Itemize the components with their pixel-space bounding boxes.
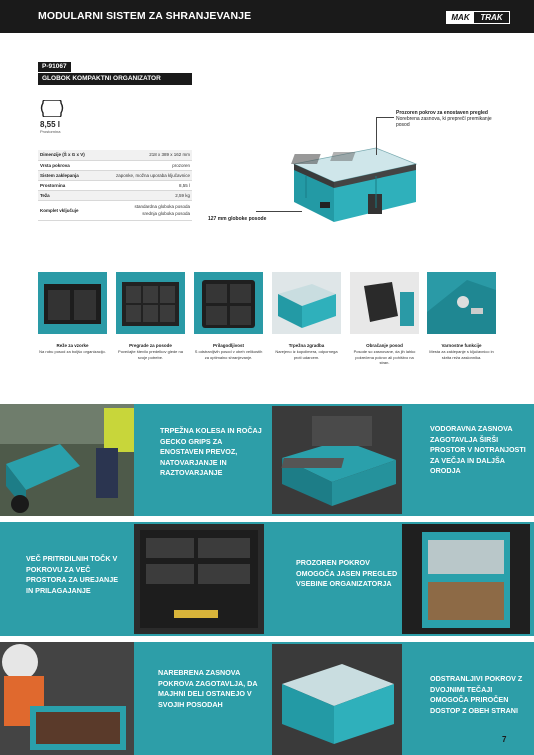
callout-line <box>376 117 394 155</box>
feature-desc: Povečajte število predelkov glede na svoje potrebe. <box>118 349 183 360</box>
logo-part-mak: MAK <box>447 12 474 23</box>
spec-row <box>38 160 192 170</box>
feature-image <box>350 272 419 334</box>
panel-clear-lid <box>268 522 534 636</box>
spec-key: Prostornina <box>38 180 100 190</box>
feature-title: Obračanje posod <box>366 343 403 348</box>
panel-attachments-text: VEČ PRITRDILNIH TOČK V POKROVU ZA VEČ PROSTORA ZA UREJANJE IN PRILAGAJANJE <box>26 554 118 595</box>
spec-row <box>38 170 192 180</box>
page-number: 7 <box>502 735 507 744</box>
feature-image <box>116 272 185 334</box>
panel-horizontal <box>268 404 534 516</box>
panel-wheels <box>134 404 268 516</box>
panel-horizontal-text: VODORAVNA ZASNOVA ZAGOTAVLJA ŠIRŠI PROSTOR V NOTRANJOSTI ZA VEČJA IN DALJŠA ORODJA <box>430 424 526 475</box>
stacked-organizers-image <box>402 524 530 634</box>
panel-ribbed-lid <box>134 642 268 755</box>
panel-dual-hinge-text: ODSTRANLJIVI POKROV Z DVOJNIMI TEČAJI OMOGOČA PRIROČEN DOSTOP Z OBEH STRANI <box>430 674 523 715</box>
open-organizer-tools-image <box>272 406 402 514</box>
feature-title: Varnostne funkcije <box>441 343 482 348</box>
page-header <box>0 0 534 33</box>
spec-value: 2,59 kg <box>100 190 192 200</box>
maktrak-logo <box>446 11 510 24</box>
spec-row <box>38 190 192 200</box>
spec-key: Teža <box>38 190 100 200</box>
feature-title: Reže za vzorke <box>56 343 89 348</box>
feature-image <box>38 272 107 334</box>
feature-item <box>350 272 419 366</box>
product-name: GLOBOK KOMPAKTNI ORGANIZATOR <box>38 73 192 85</box>
lid-attachment-points-image <box>134 524 264 634</box>
spec-key: Dimenzije (Š x G x V) <box>38 150 100 160</box>
panel-attachments <box>0 522 268 636</box>
callout-line <box>256 211 302 212</box>
feature-desc: Mesta za zaklepanje s ključavnico in skrita reža zaslonnika. <box>429 349 494 360</box>
callout-lid-title: Prozoren pokrov za enostaven pregled <box>396 110 488 116</box>
header-title: MODULARNI SISTEM ZA SHRANJEVANJE <box>38 10 252 22</box>
spec-row <box>38 180 192 190</box>
feature-title: Pregrade za posode <box>129 343 172 348</box>
panel-wheels-text: TRPEŽNA KOLESA IN ROČAJ GECKO GRIPS ZA ENOSTAVEN PREVOZ, NATOVARJANJE IN RAZTOVARJANJE <box>160 426 262 477</box>
feature-image <box>194 272 263 334</box>
feature-title: Prilagodljivost <box>212 343 244 348</box>
panel-photo-wheels <box>0 404 134 516</box>
callout-deep-bins: 127 mm globoke posode <box>208 216 267 222</box>
spec-row <box>38 200 192 220</box>
feature-thumbnails <box>38 272 496 372</box>
feature-desc: Na robu posod za boljšo organizacijo. <box>39 349 106 354</box>
spec-key: Sistem zaklepanja <box>38 170 100 180</box>
feature-item <box>427 272 496 360</box>
spec-value: zaponke, možna uporaba ključavnice <box>100 170 192 180</box>
feature-item <box>116 272 185 360</box>
feature-image <box>427 272 496 334</box>
feature-item <box>194 272 263 360</box>
logo-part-trak: TRAK <box>474 12 509 23</box>
spec-value: prozoren <box>100 160 192 170</box>
worker-organizer-image <box>0 642 134 755</box>
feature-item <box>272 272 341 360</box>
feature-image <box>272 272 341 334</box>
spec-table <box>38 150 192 221</box>
panel-photo-worker <box>0 642 134 755</box>
feature-desc: Posode so zasnovane, da jih lahko pokrečena pokrov ali pohištvo na stran. <box>353 349 416 365</box>
organizer-product-image <box>276 134 424 234</box>
worker-trolley-image <box>0 404 134 516</box>
organizer-on-stack-image <box>272 644 402 755</box>
panel-ribbed-lid-text: NAREBRENA ZASNOVA POKROVA ZAGOTAVLJA, DA MAJHNI DELI OSTANEJO V SVOJIH POSODAH <box>158 668 258 709</box>
callout-lid-text: Norebrena zasnova, ki preprečí premikanje posod <box>396 116 492 128</box>
feature-desc: Narejeno iz kopolimera, odpornega proti udarcem. <box>275 349 338 360</box>
feature-item <box>38 272 107 355</box>
capacity-label: Prostornina <box>40 129 61 134</box>
spec-row <box>38 150 192 160</box>
callout-lid <box>396 110 496 128</box>
spec-key: Komplet vključuje <box>38 200 100 220</box>
spec-value: 218 x 389 x 162 mm <box>100 150 192 160</box>
spec-key: Vrsta pokrova <box>38 160 100 170</box>
product-code: P-91067 <box>38 62 71 72</box>
spec-value: 8,55 l <box>100 180 192 190</box>
panel-clear-lid-text: PROZOREN POKROV OMOGOČA JASEN PREGLED VSEBINE ORGANIZATORJA <box>296 558 398 588</box>
spec-value: standardna globoka posoda srednja globoka posoda <box>100 200 192 220</box>
box-capacity-icon <box>40 100 64 117</box>
capacity-value: 8,55 l <box>40 120 61 129</box>
feature-title: Trpežna zgradba <box>288 343 325 348</box>
panel-dual-hinge <box>268 642 534 755</box>
feature-desc: S odstranljivih posod v obeh velikostih za optimalno shranjevanje. <box>194 349 263 360</box>
